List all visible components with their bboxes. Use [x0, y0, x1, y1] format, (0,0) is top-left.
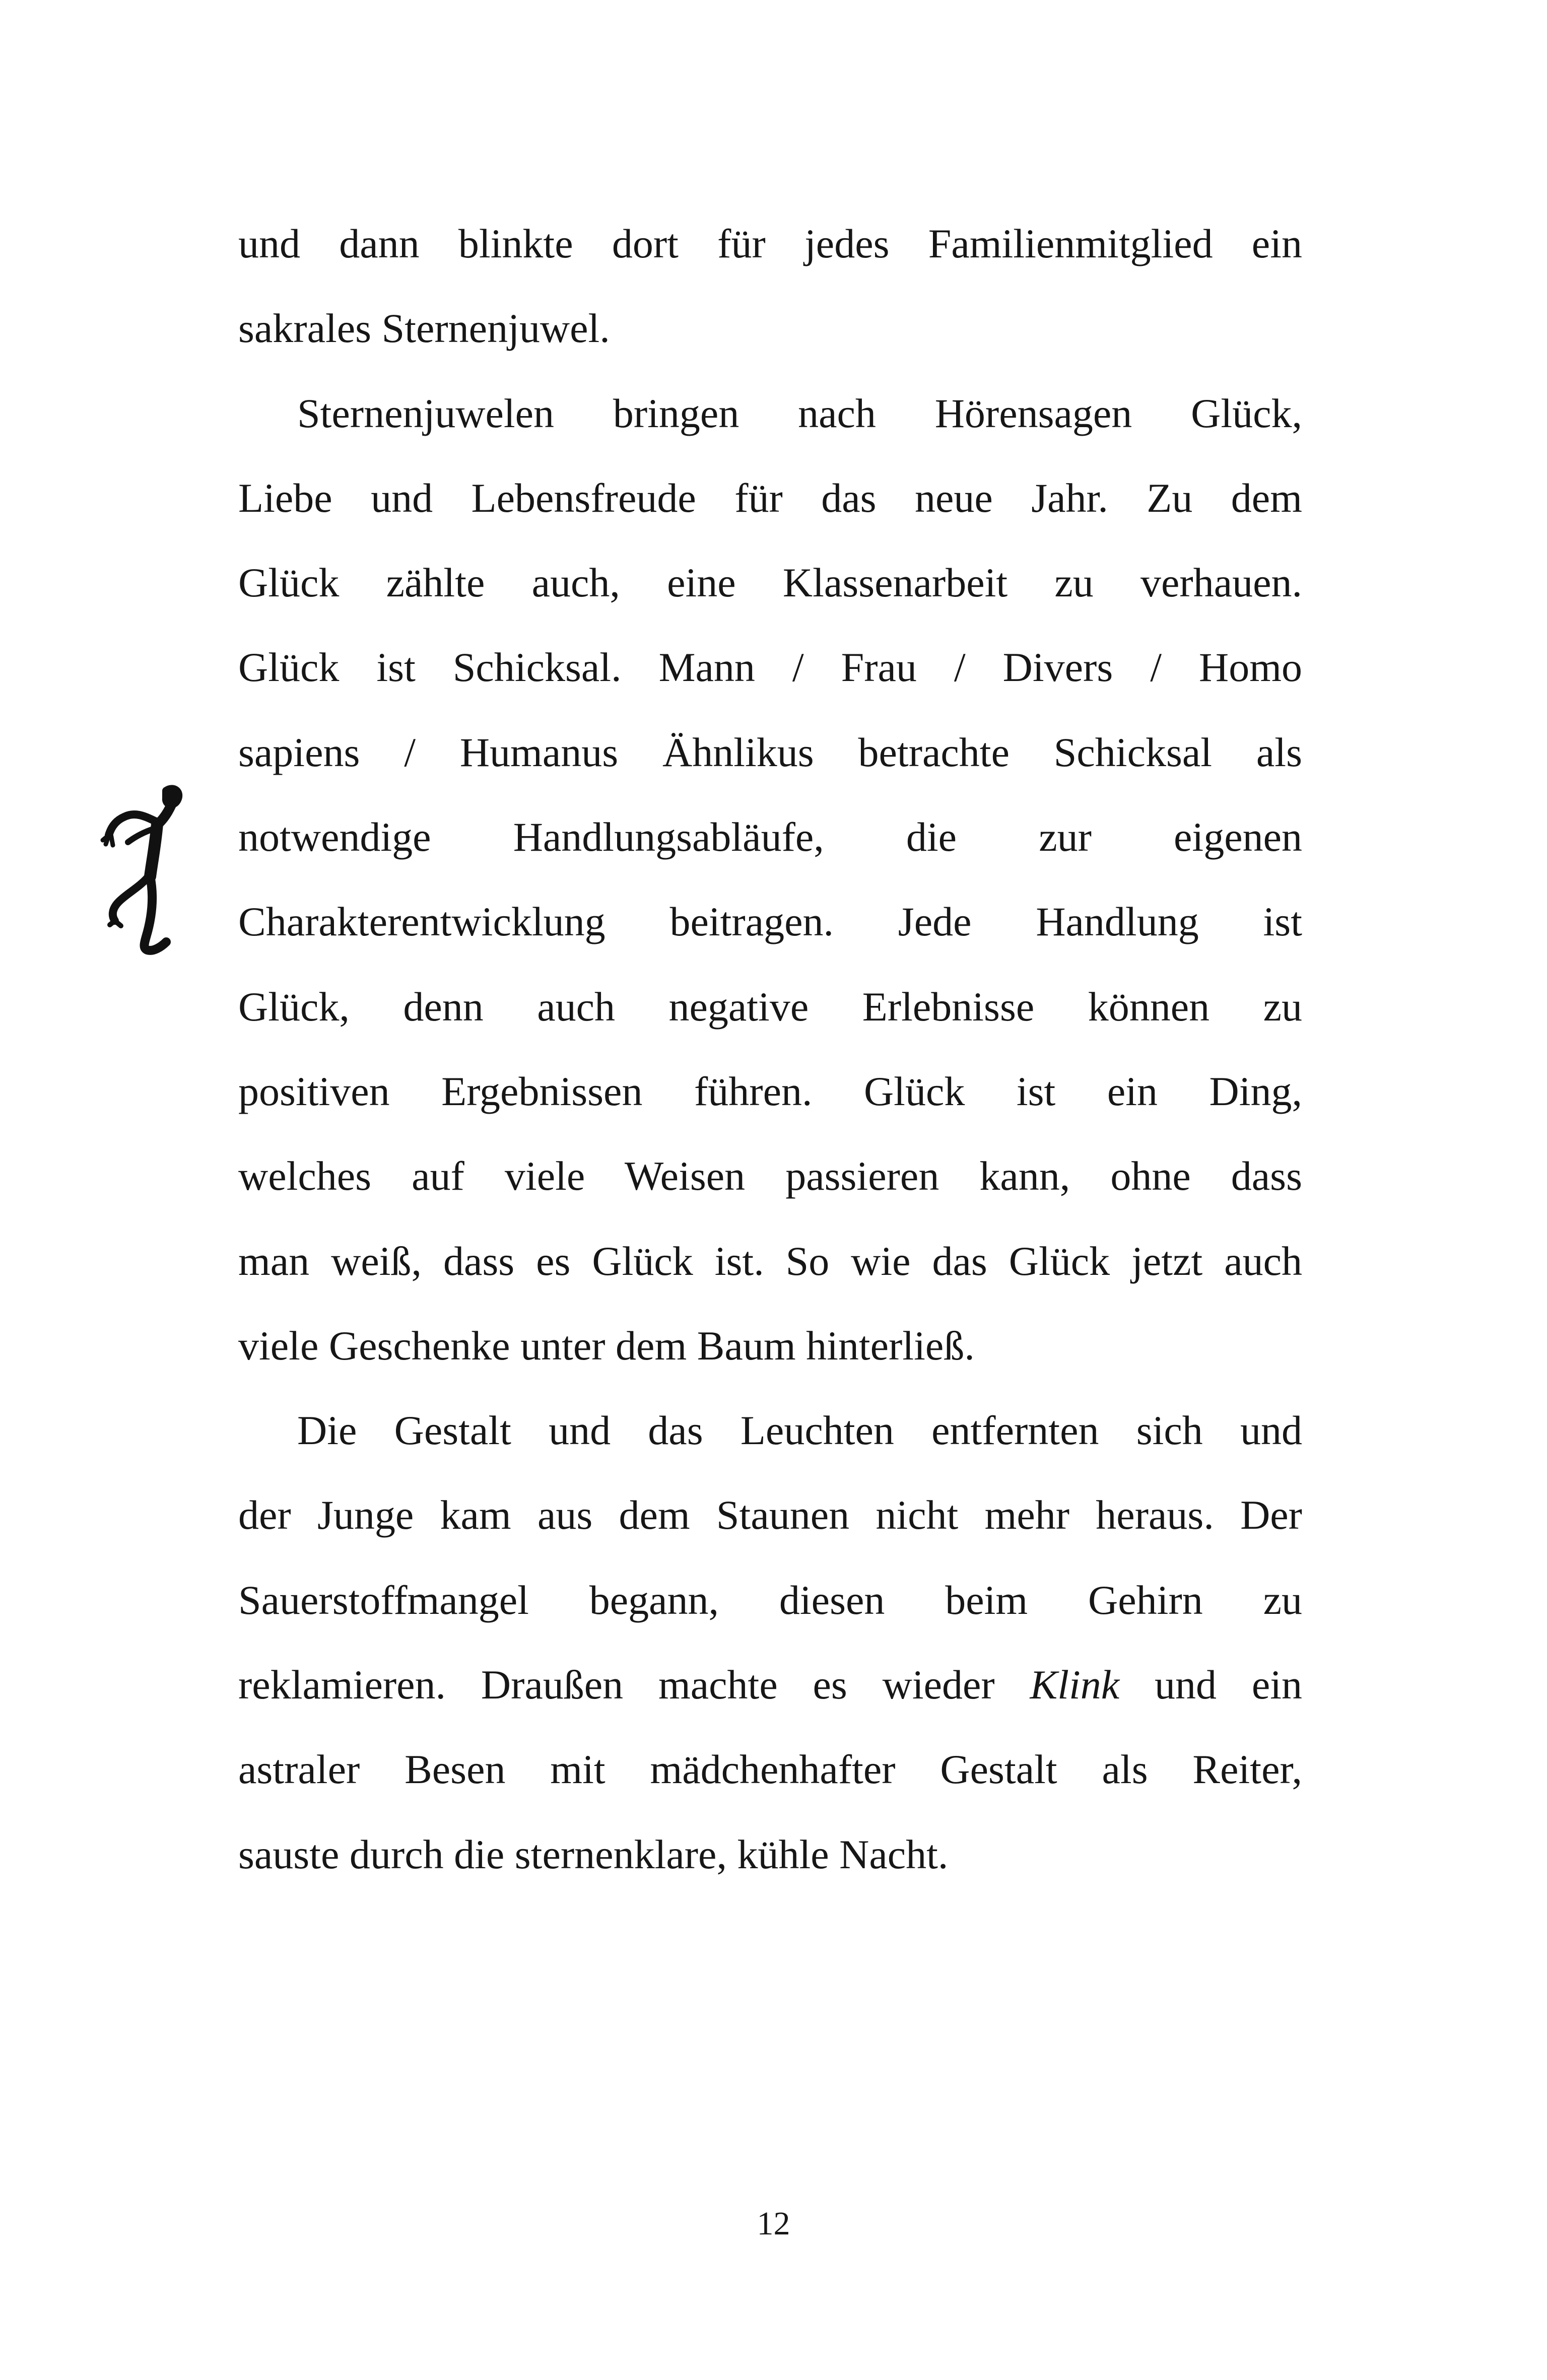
text-line: sauste durch die sternenklare, kühle Nacht. — [238, 1831, 949, 1877]
body-text — [238, 201, 1302, 1897]
text-line: welches auf viele Weisen passieren kann, ohne dass — [238, 1153, 1302, 1199]
paragraph-3 — [238, 1388, 1302, 1897]
text-line: astraler Besen mit mädchenhafter Gestalt als Reiter, — [238, 1746, 1302, 1793]
page-number: 12 — [757, 2205, 790, 2242]
text-line: Liebe und Lebensfreude für das neue Jahr. Zu dem — [238, 474, 1302, 521]
stick-figure-icon — [91, 776, 201, 957]
paragraph-2 — [238, 371, 1302, 1389]
paragraph-1 — [238, 201, 1302, 371]
text-line: der Junge kam aus dem Staunen nicht mehr heraus. Der — [238, 1492, 1302, 1538]
text-line: und dann blinkte dort für jedes Familienmitglied ein — [238, 221, 1302, 266]
text-line: sakrales Sternenjuwel. — [238, 305, 610, 352]
text-line-with-italic — [238, 1643, 1302, 1727]
text-line: Glück zählte auch, eine Klassenarbeit zu verhauen. — [238, 560, 1302, 606]
text-line: sapiens / Humanus Ähnlikus betrachte Schicksal als — [238, 729, 1302, 775]
text-line: Glück ist Schicksal. Mann / Frau / Divers / Homo — [238, 644, 1302, 691]
text-line: notwendige Handlungsabläufe, die zur eigenen — [238, 814, 1302, 860]
text-line: Charakterentwicklung beitragen. Jede Handlung ist — [238, 899, 1302, 945]
text-line: Sauerstoffmangel begann, diesen beim Gehirn zu — [238, 1577, 1302, 1623]
text-line: Die Gestalt und das Leuchten entfernten sich und — [297, 1407, 1302, 1454]
text-line: man weiß, dass es Glück ist. So wie das Glück jetzt auch — [238, 1238, 1302, 1284]
text-line: Sternenjuwelen bringen nach Hörensagen Glück, — [297, 390, 1302, 436]
text-line: Glück, denn auch negative Erlebnisse können zu — [238, 983, 1302, 1030]
text-line: positiven Ergebnissen führen. Glück ist ein Ding, — [238, 1068, 1302, 1114]
text-line: viele Geschenke unter dem Baum hinterließ. — [238, 1322, 975, 1369]
text-segment: reklamieren. Draußen machte es wieder — [238, 1662, 1030, 1708]
text-segment: und ein — [1119, 1662, 1302, 1708]
italic-word: Klink — [1030, 1662, 1120, 1708]
